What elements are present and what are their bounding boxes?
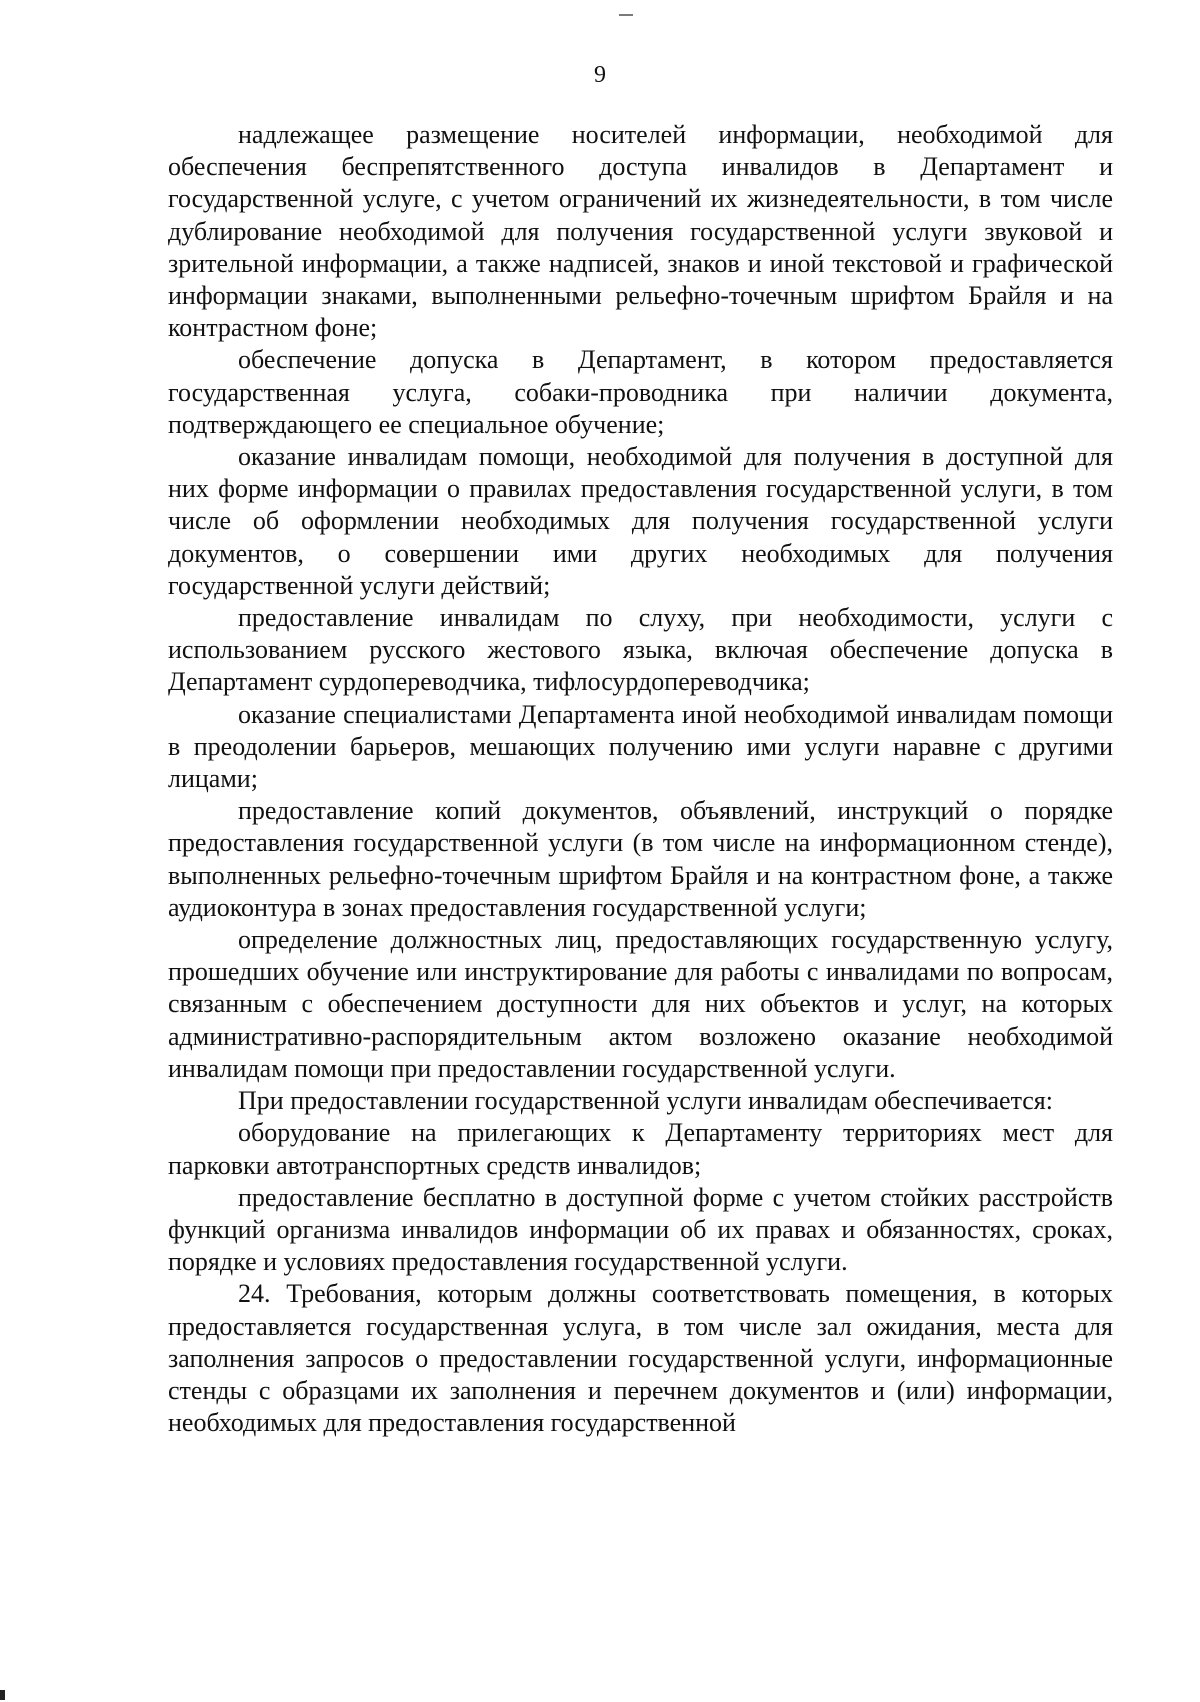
scan-artifact-bottom-left [0, 1690, 5, 1700]
paragraph-parking: оборудование на прилегающих к Департаменту территориях мест для парковки автотранспортных средств инвалидов; [168, 1118, 1113, 1180]
paragraph-responsible-officials: определение должностных лиц, предоставляющих государственную услугу, прошедших обучение или инструктирование для работы с инвалидами по вопросам, связанным с обеспечением доступности для них объектов и услуг, на которых административно-распорядительным актом возложено оказание необходимой инвалидам помощи при предоставлении государственной услуги. [168, 925, 1113, 1083]
paragraph-signage: надлежащее размещение носителей информации, необходимой для обеспечения беспрепятственного доступа инвалидов в Департамент и государственной услуге, с учетом ограничений их жизнедеятельности, в том числе дублирование необходимой для получения государственной услуги звуковой и зрительной информации, а также надписей, знаков и иной текстовой и графической информации знаками, выполненными рельефно-точечным шрифтом Брайля и на контрастном фоне; [168, 120, 1113, 343]
page-number: 9 [594, 62, 606, 88]
paragraph-guide-dog: обеспечение допуска в Департамент, в котором предоставляется государственная услуга, собаки-проводника при наличии документа, подтверждающего ее специальное обучение; [168, 345, 1113, 439]
paragraph-free-information: предоставление бесплатно в доступной форме с учетом стойких расстройств функций организма инвалидов информации об их правах и обязанностях, сроках, порядке и условиях предоставления государственной услуги. [168, 1182, 1113, 1277]
document-body [168, 119, 1113, 1439]
paragraph-assistance-info: оказание инвалидам помощи, необходимой для получения в доступной для них форме информации о правилах предоставления государственной услуги, в том числе об оформлении необходимых для получения государственной услуги документов, о совершении ими других необходимых для получения государственной услуги действий; [168, 442, 1113, 600]
paragraph-braille-copies: предоставление копий документов, объявлений, инструкций о порядке предоставления государственной услуги (в том числе на информационном стенде), выполненных рельефно-точечным шрифтом Брайля и на контрастном фоне, а также аудиоконтура в зонах предоставления государственной услуги; [168, 796, 1113, 922]
scan-artifact-top [619, 14, 633, 16]
paragraph-provision-intro: При предоставлении государственной услуги инвалидам обеспечивается: [238, 1086, 1053, 1116]
paragraph-specialist-help: оказание специалистами Департамента иной необходимой инвалидам помощи в преодолении барьеров, мешающих получению ими услуги наравне с другими лицами; [168, 699, 1113, 794]
paragraph-sign-language: предоставление инвалидам по слуху, при необходимости, услуги с использованием русского жестового языка, включая обеспечение допуска в Департамент сурдопереводчика, тифлосурдопереводчика; [168, 603, 1113, 697]
paragraph-section-24: 24. Требования, которым должны соответствовать помещения, в которых предоставляется государственная услуга, в том числе зал ожидания, места для заполнения запросов о предоставлении государственной услуги, информационные стенды с образцами их заполнения и перечнем документов и (или) информации, необходимых для предоставления государственной [168, 1279, 1113, 1438]
